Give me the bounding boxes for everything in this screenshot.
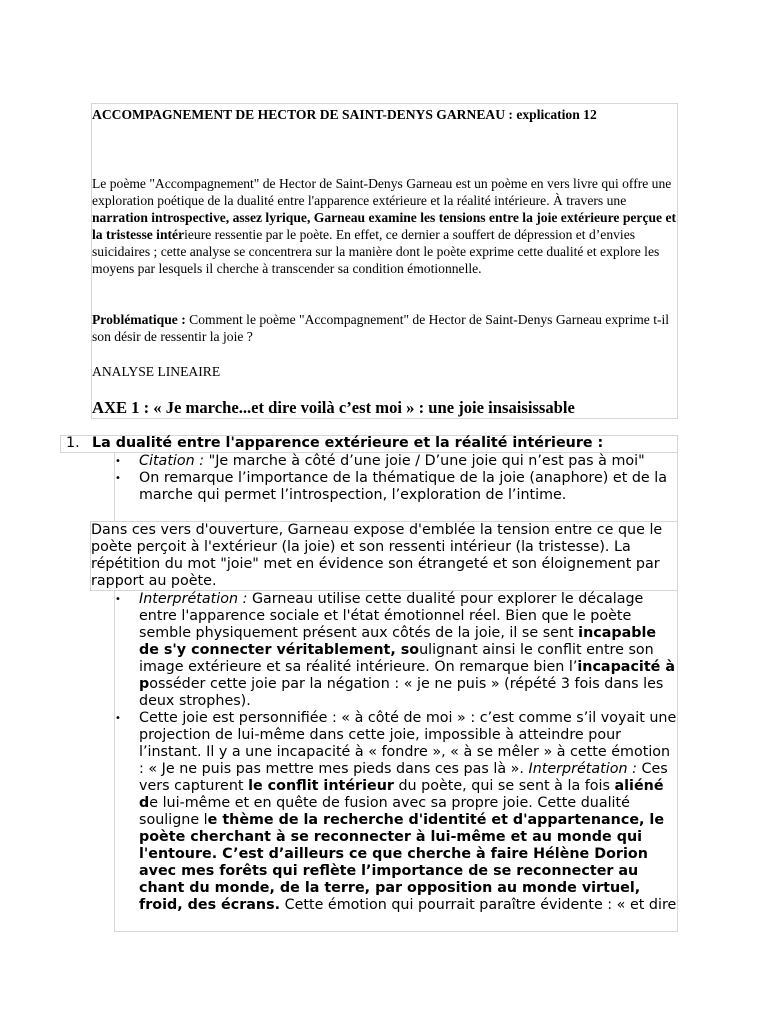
interpretation-label: Interprétation : (139, 591, 248, 607)
analysis-paragraph-block (90, 521, 678, 591)
interp-text: ulignant ainsi le conflit entre son image extérieure et sa réalité intérieure. On remarque bien l’ (139, 642, 654, 675)
list-item (115, 591, 677, 710)
interp-text: Ces vers capturent (139, 761, 668, 794)
interp-text: osséder cette joie par la négation : « je ne puis » (répété 3 fois dans les deux strophes). (139, 676, 664, 709)
bullet-icon: • (115, 456, 121, 467)
section-1-heading (60, 435, 678, 453)
interp-bold: incapacité à p (139, 659, 675, 692)
bullet-list-2 (114, 590, 678, 932)
problematique-text: Comment le poème "Accompagnement" de Hector de Saint-Denys Garneau exprime t-il son désir de ressentir la joie ? (92, 312, 670, 344)
problematique-label: Problématique : (92, 312, 186, 327)
interp-text: Garneau utilise cette dualité pour explorer le décalage entre l'apparence sociale et l'état émotionnel réel. Bien que le poète semble physiquement présent aux côtés de la joie, il se sent (139, 591, 644, 641)
interp-text: du poète, qui se sent à la fois (393, 778, 615, 794)
list-item (115, 710, 677, 914)
interp-bold: aliéné d (139, 778, 664, 811)
interp-text: Cette joie est personnifiée : « à côté de moi » : c’est comme s’il voyait une projection de lui-même dans cette joie, impossible à atteindre pour l’instant. Il y a une incapacité à « fondre », « à se mêler » à cette émotion : « Je ne puis pas mettre mes pieds dans ces pas là ». (139, 710, 677, 777)
analyse-heading: ANALYSE LINEAIRE (92, 364, 221, 379)
list-item (115, 453, 677, 470)
section-number: 1. (66, 435, 80, 451)
interp-text: Cette émotion qui pourrait paraître évidente : « et dire (280, 897, 677, 913)
remark-text: On remarque l’importance de la thématique de la joie (anaphore) et de la marche qui permet l’introspection, l’exploration de l’intime. (139, 470, 668, 503)
interp-bold: e thème de la recherche d'identité et d'appartenance, le poète cherchant à se reconnecter à lui-même et au monde qui l'entoure. C’est d’ailleurs ce que cherche à faire Hélène Dorion avec mes forêts qui reflète l’importance de se reconnecter au chant du monde, de la terre, par opposition au monde virtuel, froid, des écrans. (139, 812, 665, 913)
section-title: La dualité entre l'apparence extérieure et la réalité intérieure : (92, 435, 604, 451)
interp-bold: le conflit intérieur (248, 778, 394, 794)
problematique-paragraph (92, 311, 677, 345)
intro-text-1: Le poème "Accompagnement" de Hector de Saint-Denys Garneau est un poème en vers livre qui offre une exploration poétique de la dualité entre l'apparence extérieure et la réalité intérieure. À travers une (92, 176, 672, 208)
citation-label: Citation : (139, 453, 205, 469)
intro-paragraph (92, 175, 677, 277)
intro-section (91, 103, 678, 419)
bullet-icon: • (115, 594, 121, 605)
interp-text: e lui-même et en quête de fusion avec sa propre joie. Cette dualité souligne l (139, 795, 630, 828)
intro-bold-1: narration introspective, assez lyrique, Garneau examine les tensions entre la joie extérieure perçue et la tristesse intér (92, 210, 677, 242)
bullet-icon: • (115, 473, 121, 484)
document-title: ACCOMPAGNEMENT DE HECTOR DE SAINT-DENYS GARNEAU : explication 12 (92, 107, 597, 122)
list-item (115, 470, 677, 504)
bullet-list-1 (114, 452, 678, 522)
interpretation-label: Interprétation : (528, 761, 637, 777)
bullet-icon: • (115, 713, 121, 724)
interp-bold: incapable de s'y connecter véritablement, so (139, 625, 657, 658)
analysis-paragraph: Dans ces vers d'ouverture, Garneau expose d'emblée la tension entre ce que le poète perçoit à l'extérieur (la joie) et son ressenti intérieur (la tristesse). La répétition du mot "joie" met en évidence son étrangeté et son éloignement par rapport au poète. (91, 522, 663, 589)
axe-1-heading: AXE 1 : « Je marche...et dire voilà c’est moi » : une joie insaisissable (92, 398, 575, 417)
intro-text-2: ieure ressentie par le poète. En effet, ce dernier a souffert de dépression et d’envies suicidaires ; cette analyse se concentrera sur la manière dont le poète exprime cette dualité et explore les moyens par lesquels il cherche à transcender sa condition émotionnelle. (92, 227, 660, 276)
citation-text: "Je marche à côté d’une joie / D’une joie qui n’est pas à moi" (204, 453, 645, 469)
